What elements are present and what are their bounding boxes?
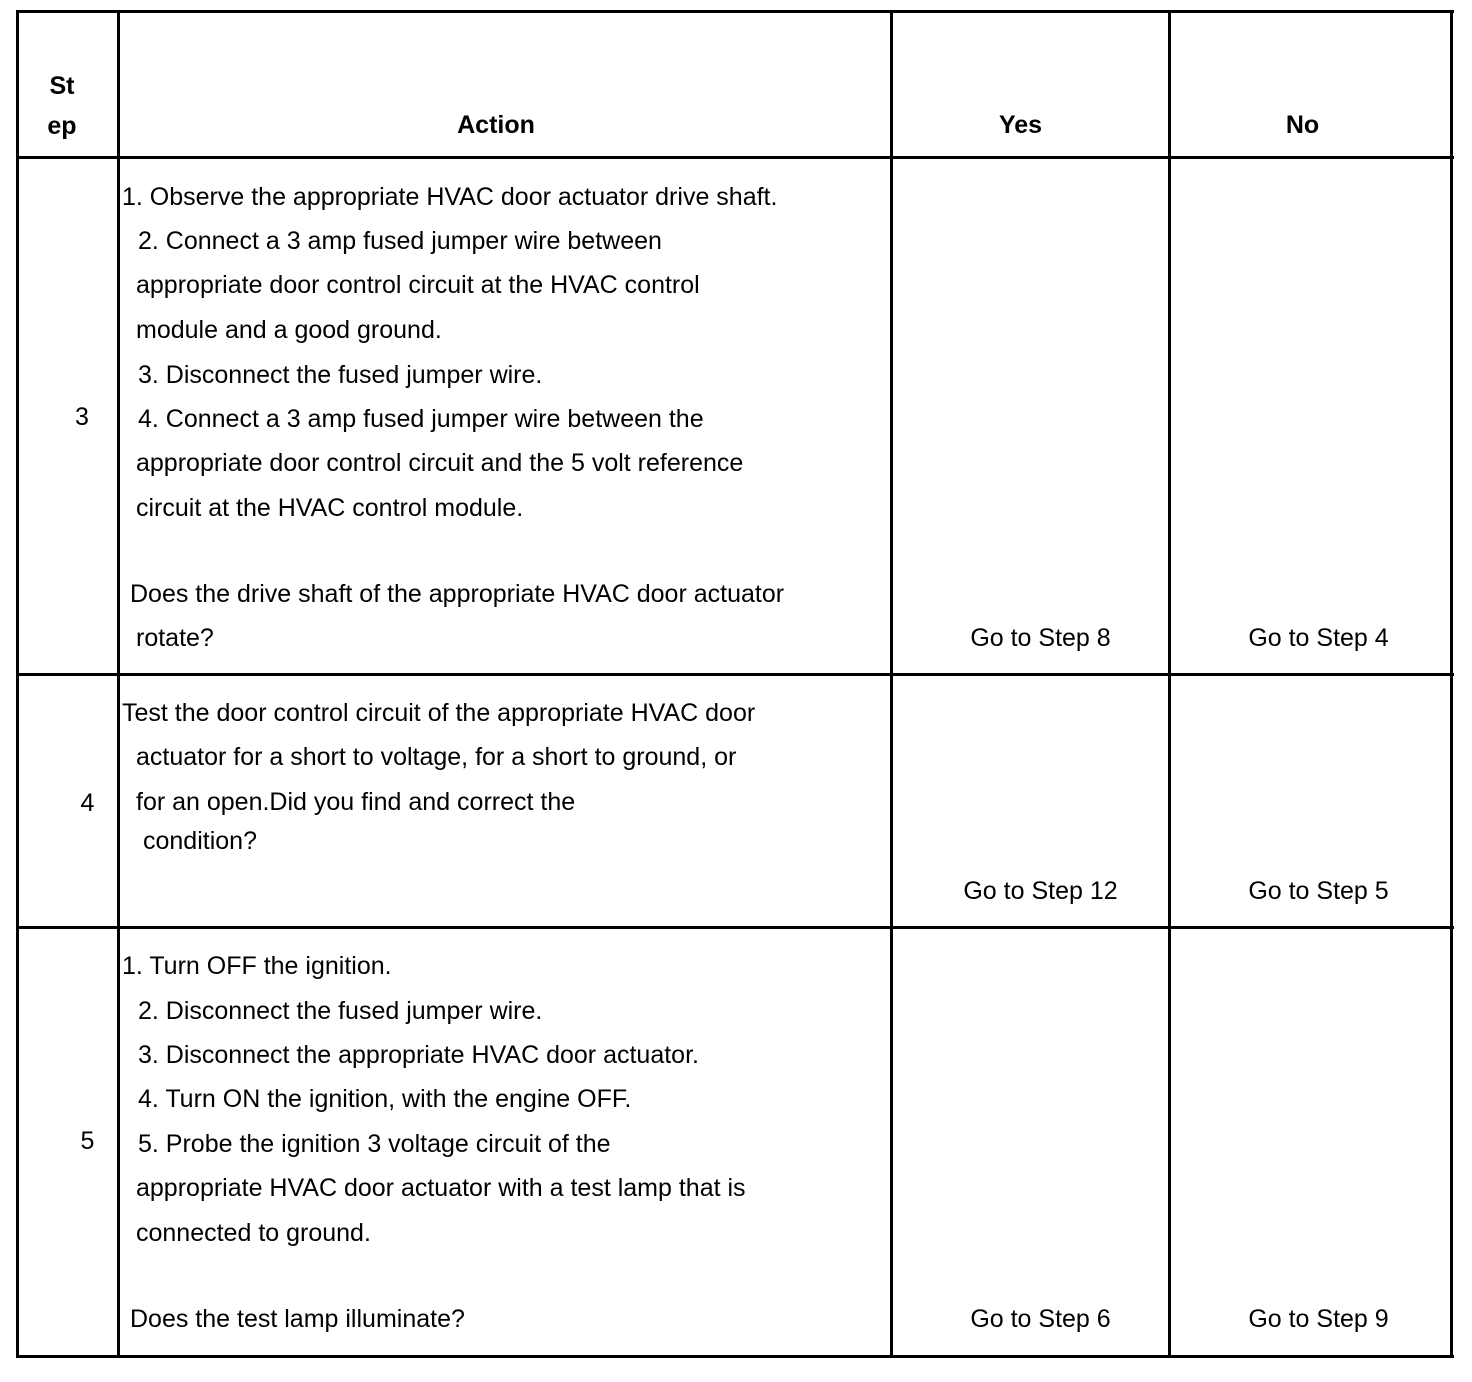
table-border-top [16, 10, 1454, 13]
action-line: condition? [143, 827, 257, 855]
action-line: module and a good ground. [136, 316, 442, 344]
row-divider [16, 926, 1454, 929]
step-number: 3 [75, 403, 89, 431]
question-line: Does the test lamp illuminate? [130, 1305, 465, 1333]
column-header-yes: Yes [998, 111, 1043, 139]
action-line: 4. Turn ON the ignition, with the engine OFF. [138, 1085, 632, 1113]
action-line: 2. Disconnect the fused jumper wire. [138, 997, 543, 1025]
action-line: appropriate door control circuit and the 5 volt reference [136, 449, 744, 477]
step-number: 4 [80, 789, 95, 817]
header-divider [16, 156, 1454, 159]
column-header-step [19, 66, 105, 146]
no-result: Go to Step 5 [1248, 877, 1389, 905]
no-result: Go to Step 4 [1248, 624, 1389, 652]
step-number: 5 [80, 1127, 95, 1155]
action-line: 2. Connect a 3 amp fused jumper wire between [138, 227, 662, 255]
question-line: Does the drive shaft of the appropriate HVAC door actuator [130, 580, 785, 608]
yes-result: Go to Step 8 [970, 624, 1111, 652]
action-line: 1. Observe the appropriate HVAC door actuator drive shaft. [122, 183, 778, 211]
action-line: 3. Disconnect the fused jumper wire. [138, 361, 543, 389]
action-line: connected to ground. [136, 1219, 371, 1247]
yes-result: Go to Step 6 [970, 1305, 1111, 1333]
row-divider [16, 673, 1454, 676]
action-line: 1. Turn OFF the ignition. [122, 952, 392, 980]
action-line: appropriate door control circuit at the HVAC control [136, 271, 700, 299]
column-divider [1168, 10, 1171, 1358]
column-header-action: Action [457, 111, 535, 139]
diagnostic-table [16, 10, 1454, 1358]
table-border-right [1450, 10, 1453, 1358]
column-divider [890, 10, 893, 1358]
action-line: Test the door control circuit of the appropriate HVAC door [122, 699, 756, 727]
action-line: appropriate HVAC door actuator with a test lamp that is [136, 1174, 746, 1202]
yes-result: Go to Step 12 [963, 877, 1118, 905]
action-line: 4. Connect a 3 amp fused jumper wire between the [138, 405, 704, 433]
table-border-bottom [16, 1355, 1454, 1358]
no-result: Go to Step 9 [1248, 1305, 1389, 1333]
step-header-line: ep [47, 112, 77, 140]
column-header-no: No [1285, 111, 1320, 139]
action-line: circuit at the HVAC control module. [136, 494, 524, 522]
action-line: 5. Probe the ignition 3 voltage circuit of the [138, 1130, 611, 1158]
step-header-line: St [49, 72, 75, 100]
question-line: rotate? [136, 624, 214, 652]
action-line: for an open.Did you find and correct the [136, 788, 576, 816]
action-line: 3. Disconnect the appropriate HVAC door actuator. [138, 1041, 699, 1069]
action-line: actuator for a short to voltage, for a short to ground, or [136, 743, 737, 771]
